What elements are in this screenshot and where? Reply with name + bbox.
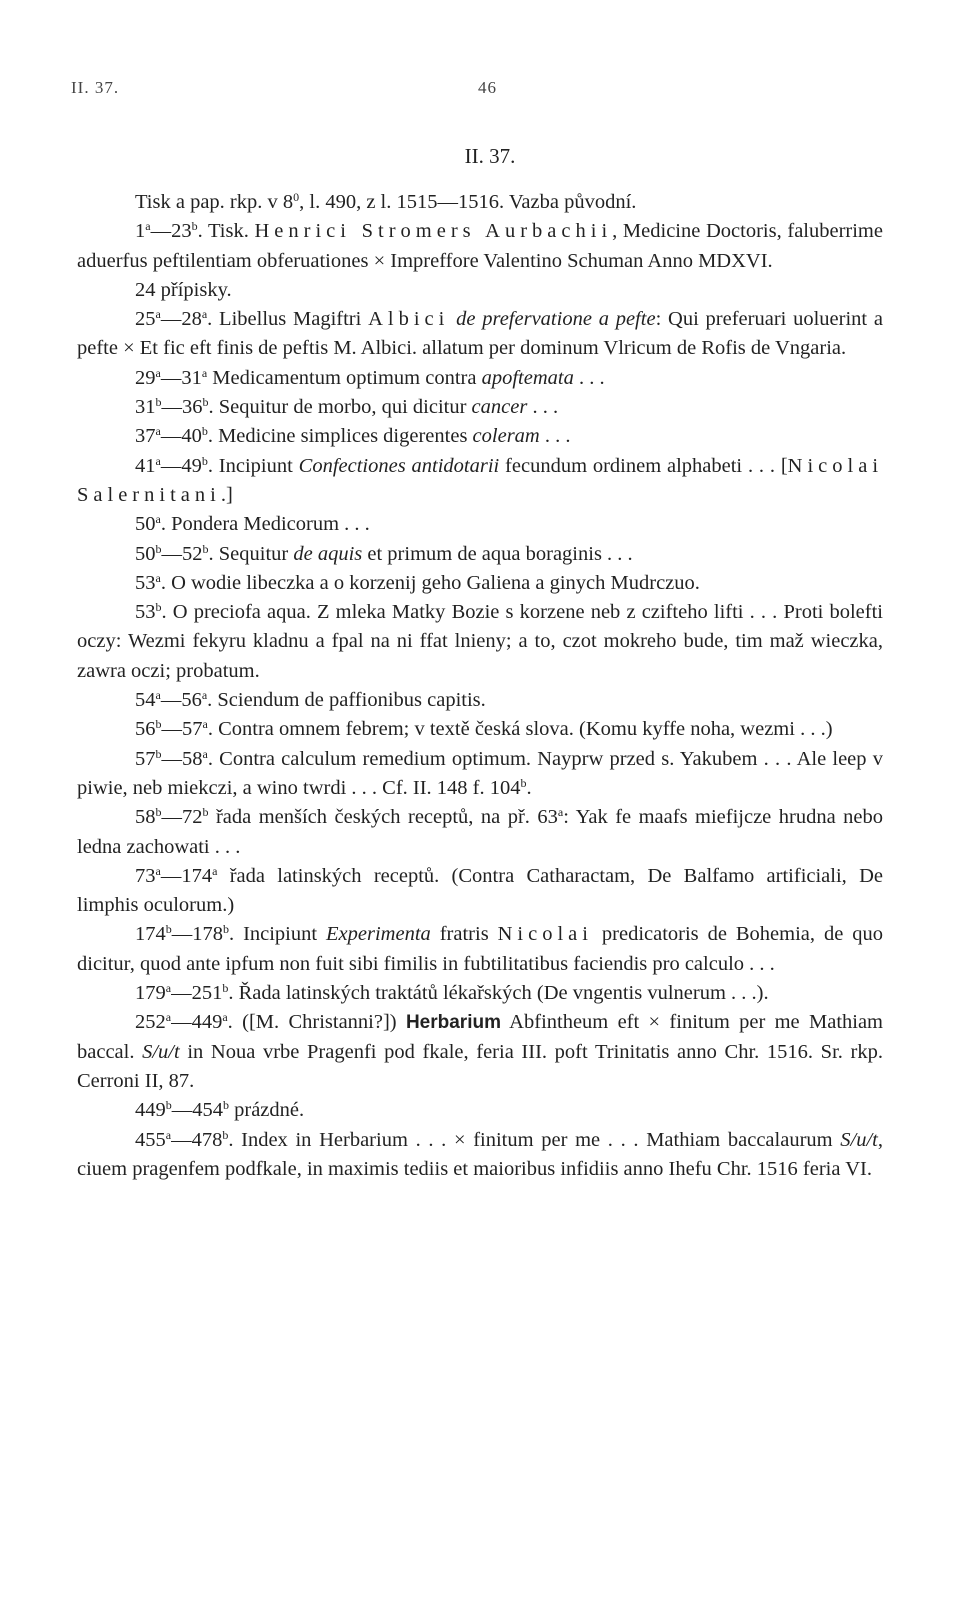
entry-paragraph: 56$^b$—57$^a$. Contra omnem febrem; v textě česká slova. (Komu kyffe noha, wezmi . . .) <box>135 717 833 741</box>
entry-paragraph: 54$^a$—56$^a$. Sciendum de paffionibus capitis. <box>135 688 486 712</box>
running-head-shelfmark: II. 37. <box>71 78 120 97</box>
entry-paragraph: 29$^a$—31$^a$ Medicamentum optimum contra apoftemata . . . <box>135 365 605 389</box>
entry-paragraph: 73$^a$—174$^a$ řada latinských receptů. (Contra Catharactam, De Balfamo artificiali, De limphis oculorum.) <box>77 863 883 917</box>
page-number: 46 <box>478 78 497 97</box>
entry-paragraph: 179$^a$—251$^b$. Řada latinských traktátů lékařských (De vngentis vulnerum . . .). <box>135 981 769 1005</box>
entry-paragraph: 50$^a$. Pondera Medicorum . . . <box>135 512 370 536</box>
entry-paragraph: 50$^b$—52$^b$. Sequitur de aquis et primum de aqua boraginis . . . <box>135 541 633 565</box>
entry-paragraph: 57$^b$—58$^a$. Contra calculum remedium optimum. Nayprw przed s. Yakubem . . . Ale leep v piwie, neb miekczi, a wino twrdi . . . Cf. II. 148 f. 104$^b$. <box>77 746 883 799</box>
entry-paragraph: Tisk a pap. rkp. v $8^0$, l. 490, z l. 1515—1516. Vazba původní. <box>135 190 637 213</box>
entry-paragraph: 58$^b$—72$^b$ řada menších českých receptů, na př. 63$^a$: Yak fe maafs miefijcze hrudna nebo ledna zachowati . . . <box>77 805 883 858</box>
entry-paragraph: 53$^b$. O preciofa aqua. Z mleka Matky Bozie s korzene neb z czifteho lifti . . . Proti bolefti oczy: Wezmi fekyru kladnu a fpal na ni ffat lnieny; a to, czot mokreho bude, tim maž wieczka, zawra oczi; probatum. <box>77 600 883 682</box>
entry-paragraph: 41$^a$—49$^b$. Incipiunt Confectiones antidotarii fecundum ordinem alphabeti . . . [Nicolai Salernitani.] <box>77 453 884 506</box>
entry-paragraph: 455$^a$—478$^b$. Index in Herbarium . . . × finitum per me . . . Mathiam baccalaurum S/u/t, ciuem pragenfem podfkale, in maximis tediis et maioribus infidiis anno Ihefu Chr. 1516 feria VI. <box>77 1127 883 1180</box>
entry-paragraph: 449$^b$—454$^b$ prázdné. <box>135 1098 305 1122</box>
entry-paragraph: 174$^b$—178$^b$. Incipiunt Experimenta fratris Nicolai predicatoris de Bohemia, de quo dicitur, quod ante ipfum non fuit sibi fimilis in fubtilitatibus faciendis pro calculo . . . <box>77 922 883 975</box>
entry-paragraph: 1$^a$—23$^b$. Tisk. Henrici Stromers Aurbachii, Medicine Doctoris, faluberrime aduerfus peftilentiam obferuationes × Impreffore Valentino Schuman Anno MDXVI. <box>77 219 883 272</box>
entry-paragraph: 37$^a$—40$^b$. Medicine simplices digerentes coleram . . . <box>135 424 571 448</box>
entry-paragraph: 31$^b$—36$^b$. Sequitur de morbo, qui dicitur cancer . . . <box>135 395 559 419</box>
entry-paragraph: 24 přípisky. <box>135 278 232 301</box>
entry-title: II. 37. <box>464 144 516 168</box>
entry-paragraph: 252$^a$—449$^a$. ([M. Christanni?]) Herbarium Abfintheum eft × finitum per me Mathiam baccal. S/u/t in Noua vrbe Pragenfi pod fkale, feria III. poft Trinitatis anno Chr. 1516. Sr. rkp. Cerroni II, 87. <box>77 1010 884 1092</box>
entry-paragraph: 25$^a$—28$^a$. Libellus Magiftri Albici de prefervatione a pefte: Qui preferuari uoluerint a pefte × Et fic eft finis de peftis M. Albici. allatum per dominum Vlricum de Rofis de Vngaria. <box>77 307 883 360</box>
entry-paragraph: 53$^a$. O wodie libeczka a o korzenij geho Galiena a ginych Mudrczuo. <box>135 570 700 594</box>
entry-body <box>77 188 883 1184</box>
